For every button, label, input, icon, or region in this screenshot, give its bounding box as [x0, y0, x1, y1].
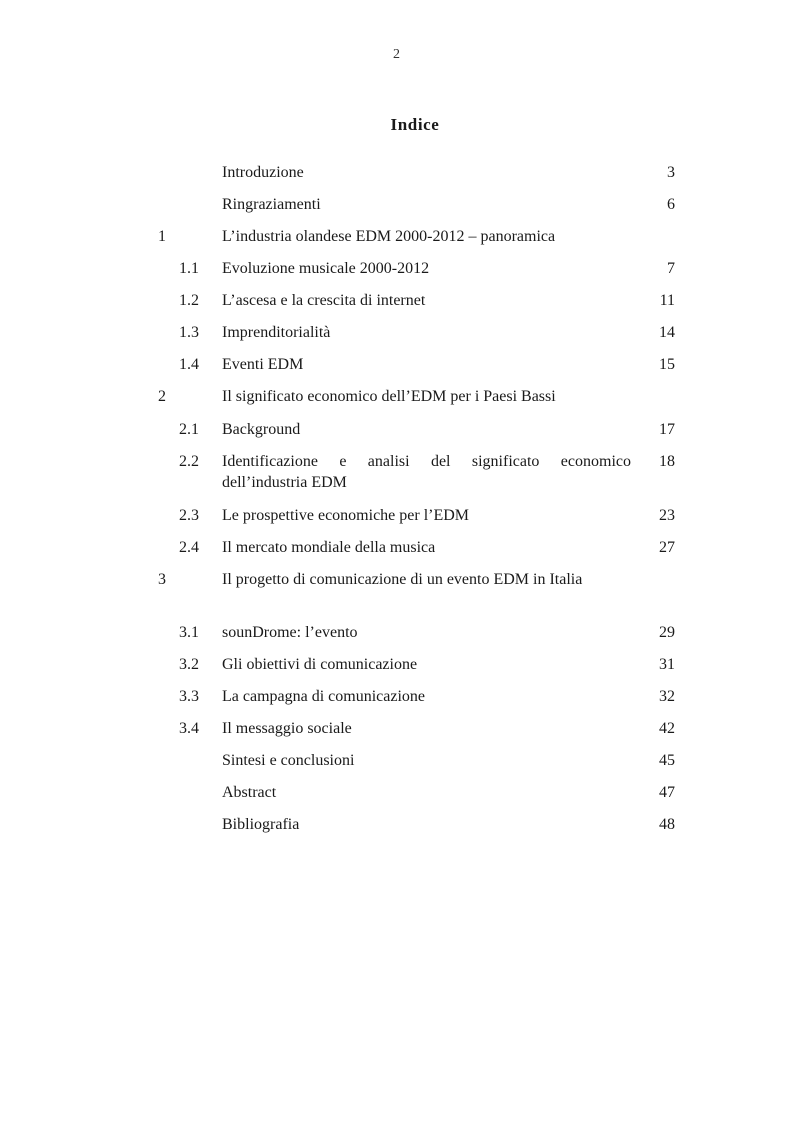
toc-entry-number: 3.4 [179, 720, 199, 737]
toc-entry-title: L’ascesa e la crescita di internet [222, 292, 426, 309]
toc-entry-page: 23 [659, 507, 675, 524]
toc-entry-2-3[interactable] [0, 505, 793, 537]
toc-entry-number: 2.3 [179, 507, 199, 524]
toc-entry-title: Eventi EDM [222, 356, 304, 373]
toc-entry-title: Identificazione e analisi del significato economico dell’industria EDM [222, 453, 631, 491]
toc-entry-1-2[interactable] [0, 290, 793, 322]
toc-entry-number: 2.1 [179, 421, 199, 438]
toc-entry-page: 6 [667, 196, 675, 213]
toc-entry-title: Imprenditorialità [222, 324, 331, 341]
toc-entry-title: Introduzione [222, 164, 304, 181]
toc-entry-number: 3.3 [179, 688, 199, 705]
page-number: 2 [393, 47, 400, 62]
toc-entry-number: 3 [158, 571, 166, 588]
toc-entry-page: 17 [659, 421, 675, 438]
toc-entry-number: 1.2 [179, 292, 199, 309]
toc-entry-title: Bibliografia [222, 816, 300, 833]
toc-entry-title: Le prospettive economiche per l’EDM [222, 507, 470, 524]
toc-entry-bibliografia[interactable] [0, 814, 793, 846]
toc-entry-number: 1 [158, 228, 166, 245]
toc-entry-2-4[interactable] [0, 537, 793, 569]
toc-entry-sintesi[interactable] [0, 750, 793, 782]
toc-entry-page: 31 [659, 656, 675, 673]
toc-entry-number: 3.1 [179, 624, 199, 641]
toc-entry-number: 1.4 [179, 356, 199, 373]
toc-entry-number: 3.2 [179, 656, 199, 673]
toc-entry-number: 1.3 [179, 324, 199, 341]
toc-entry-title: Sintesi e conclusioni [222, 752, 355, 769]
toc-entry-number: 2.4 [179, 539, 199, 556]
toc-entry-introduzione[interactable] [0, 162, 793, 194]
toc-entry-page: 45 [659, 752, 675, 769]
toc-entry-page: 42 [659, 720, 675, 737]
toc-entry-page: 3 [667, 164, 675, 181]
toc-entry-3-4[interactable] [0, 718, 793, 750]
toc-entry-page: 14 [659, 324, 675, 341]
toc-title: Indice [390, 115, 440, 134]
toc-entry-title: Il progetto di comunicazione di un evento EDM in Italia [222, 571, 583, 588]
toc-entry-title: Background [222, 421, 301, 438]
toc-entry-title: sounDrome: l’evento [222, 624, 358, 641]
toc-entry-number: 2.2 [179, 453, 199, 470]
toc-entry-title: L’industria olandese EDM 2000-2012 – panoramica [222, 228, 556, 245]
toc-entry-title: Il messaggio sociale [222, 720, 352, 737]
toc-entry-abstract[interactable] [0, 782, 793, 814]
toc-entry-chapter-2[interactable] [0, 386, 793, 419]
toc-entry-3-2[interactable] [0, 654, 793, 686]
toc-entry-number: 2 [158, 388, 166, 405]
toc-entry-number: 1.1 [179, 260, 199, 277]
toc-entry-title: Evoluzione musicale 2000-2012 [222, 260, 430, 277]
toc-entry-title: Ringraziamenti [222, 196, 321, 213]
toc-entry-ringraziamenti[interactable] [0, 194, 793, 226]
toc-entry-1-1[interactable] [0, 258, 793, 290]
toc-entry-chapter-1[interactable] [0, 226, 793, 258]
toc-entry-3-1[interactable] [0, 622, 793, 654]
toc-entry-chapter-3[interactable] [0, 569, 793, 622]
toc-entry-1-3[interactable] [0, 322, 793, 354]
toc-entry-2-2[interactable] [0, 451, 793, 505]
table-of-contents [0, 162, 793, 846]
toc-entry-title: Gli obiettivi di comunicazione [222, 656, 418, 673]
toc-entry-page: 29 [659, 624, 675, 641]
toc-entry-page: 18 [659, 453, 675, 470]
toc-entry-page: 47 [659, 784, 675, 801]
toc-entry-2-1[interactable] [0, 419, 793, 451]
toc-entry-page: 27 [659, 539, 675, 556]
toc-entry-3-3[interactable] [0, 686, 793, 718]
toc-entry-title: Il mercato mondiale della musica [222, 539, 436, 556]
toc-entry-title: Il significato economico dell’EDM per i Paesi Bassi [222, 388, 556, 405]
toc-entry-title: La campagna di comunicazione [222, 688, 426, 705]
toc-entry-1-4[interactable] [0, 354, 793, 386]
toc-entry-page: 32 [659, 688, 675, 705]
toc-entry-page: 15 [659, 356, 675, 373]
toc-entry-page: 48 [659, 816, 675, 833]
toc-entry-page: 7 [667, 260, 675, 277]
toc-entry-page: 11 [659, 292, 675, 309]
toc-entry-title: Abstract [222, 784, 277, 801]
